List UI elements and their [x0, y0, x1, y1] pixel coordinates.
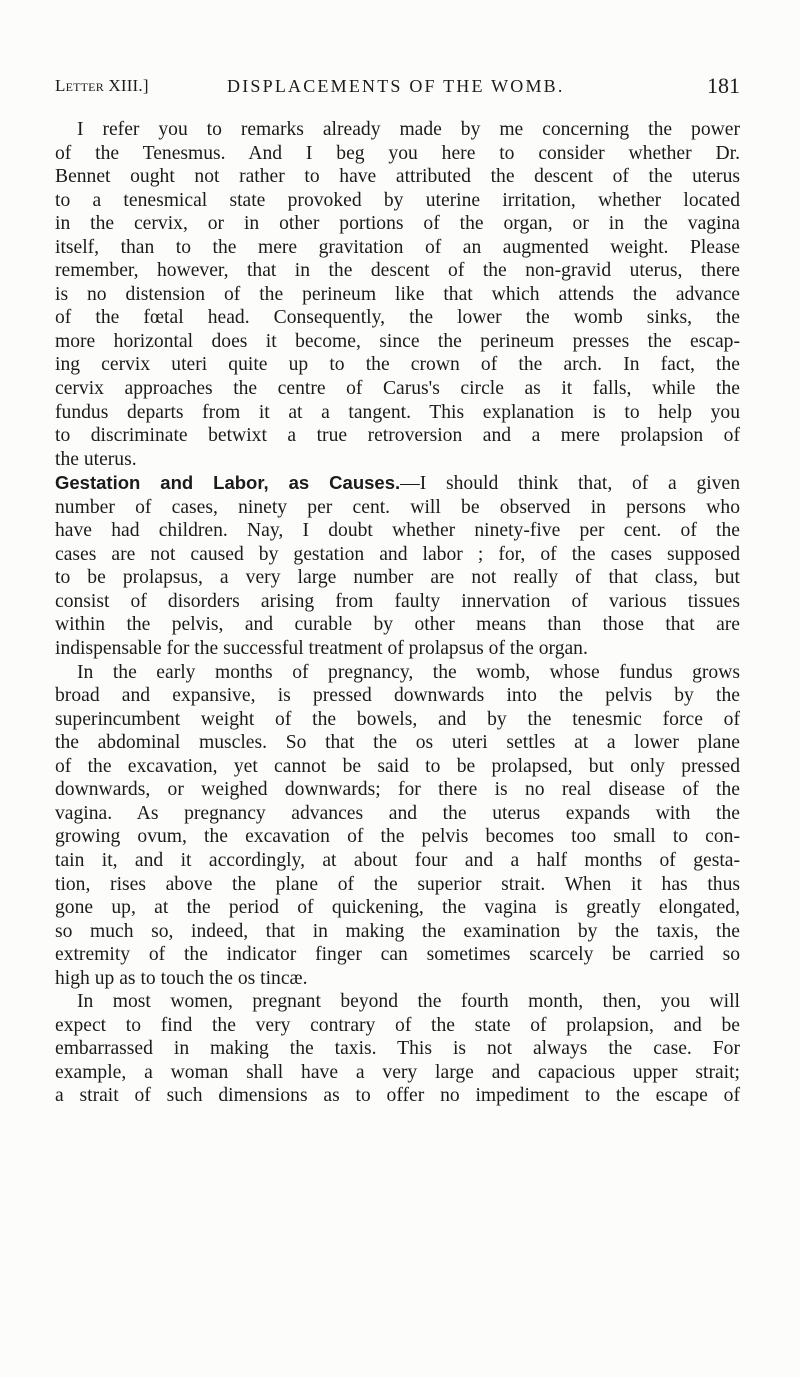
- text-line: to a tenesmical state provoked by uterine irritation, whether located: [55, 189, 740, 211]
- text-line: to discriminate betwixt a true retroversion and a mere prolapsion of: [55, 425, 740, 447]
- body-text: [55, 118, 740, 1108]
- text-line: within the pelvis, and curable by other means than those that are: [55, 614, 740, 636]
- page-number: 181: [707, 73, 740, 98]
- text-line: In most women, pregnant beyond the fourth month, then, you will: [77, 991, 740, 1013]
- paragraph-beyond-fourth-month: [55, 990, 740, 1108]
- text-line: number of cases, ninety per cent. will be observed in persons who: [55, 496, 740, 518]
- text-line: high up as to touch the os tincæ.: [55, 967, 308, 989]
- letter-number: Letter XIII.]: [55, 76, 149, 95]
- text-line: example, a woman shall have a very large and capacious upper strait;: [55, 1061, 740, 1083]
- text-line: In the early months of pregnancy, the womb, whose fundus grows: [77, 661, 740, 683]
- text-line: have had children. Nay, I doubt whether ninety-five per cent. of the: [55, 520, 740, 542]
- text-line: cervix approaches the centre of Carus's circle as it falls, while the: [55, 378, 740, 400]
- text-line: cases are not caused by gestation and labor ; for, of the cases supposed: [55, 543, 740, 565]
- text-line: I refer you to remarks already made by me concerning the power: [77, 119, 740, 140]
- text-line: to be prolapsus, a very large number are not really of that class, but: [55, 567, 740, 589]
- paragraph-early-pregnancy: [55, 661, 740, 991]
- text-line: the uterus.: [55, 448, 137, 470]
- text-line: vagina. As pregnancy advances and the uterus expands with the: [55, 802, 740, 824]
- text-line: broad and expansive, is pressed downwards into the pelvis by the: [55, 685, 740, 707]
- text-line: gone up, at the period of quickening, the vagina is greatly elongated,: [55, 897, 740, 919]
- paragraph-tenesmus: [55, 118, 740, 471]
- text-line: downwards, or weighed downwards; for there is no real disease of the: [55, 779, 740, 801]
- text-line: remember, however, that in the descent of the non-gravid uterus, there: [55, 260, 740, 282]
- text-line: ing cervix uteri quite up to the crown of the arch. In fact, the: [55, 354, 740, 376]
- text-line: embarrassed in making the taxis. This is not always the case. For: [55, 1038, 740, 1060]
- text-line-content: —I should think that, of a given: [400, 473, 741, 495]
- text-line: Bennet ought not rather to have attributed the descent of the uterus: [55, 166, 740, 188]
- text-line: tain it, and it accordingly, at about four and a half months of gesta-: [55, 849, 740, 871]
- text-line: extremity of the indicator finger can sometimes scarcely be carried so: [55, 944, 740, 966]
- text-line: consist of disorders arising from faulty innervation of various tissues: [55, 590, 740, 612]
- text-line: indispensable for the successful treatment of prolapsus of the organ.: [55, 638, 588, 660]
- text-line: itself, than to the mere gravitation of an augmented weight. Please: [55, 236, 740, 258]
- text-line: expect to find the very contrary of the state of prolapsion, and be: [55, 1014, 740, 1036]
- text-line: tion, rises above the plane of the superior strait. When it has thus: [55, 873, 740, 895]
- text-line: in the cervix, or in other portions of the organ, or in the vagina: [55, 213, 740, 235]
- text-line: the abdominal muscles. So that the os uteri settles at a lower plane: [55, 732, 740, 754]
- text-line: growing ovum, the excavation of the pelvis becomes too small to con-: [55, 826, 740, 848]
- text-line: of the fœtal head. Consequently, the lower the womb sinks, the: [55, 307, 740, 329]
- text-line: of the Tenesmus. And I beg you here to consider whether Dr.: [55, 142, 740, 164]
- text-line: [55, 471, 740, 496]
- text-line: is no distension of the perineum like that which attends the advance: [55, 283, 740, 305]
- chapter-title: DISPLACEMENTS OF THE WOMB.: [227, 76, 565, 96]
- text-line: of the excavation, yet cannot be said to be prolapsed, but only pressed: [55, 755, 740, 777]
- text-line: more horizontal does it become, since the perineum presses the escap-: [55, 330, 740, 352]
- text-line: superincumbent weight of the bowels, and by the tenesmic force of: [55, 708, 740, 730]
- section-heading: Gestation and Labor, as Causes.: [55, 472, 401, 494]
- text-line: so much so, indeed, that in making the examination by the taxis, the: [55, 920, 740, 942]
- text-line: fundus departs from it at a tangent. This explanation is to help you: [55, 401, 740, 423]
- running-head: [55, 74, 740, 102]
- text-line: a strait of such dimensions as to offer no impediment to the escape of: [55, 1085, 740, 1107]
- paragraph-gestation-and-labor: [55, 471, 740, 660]
